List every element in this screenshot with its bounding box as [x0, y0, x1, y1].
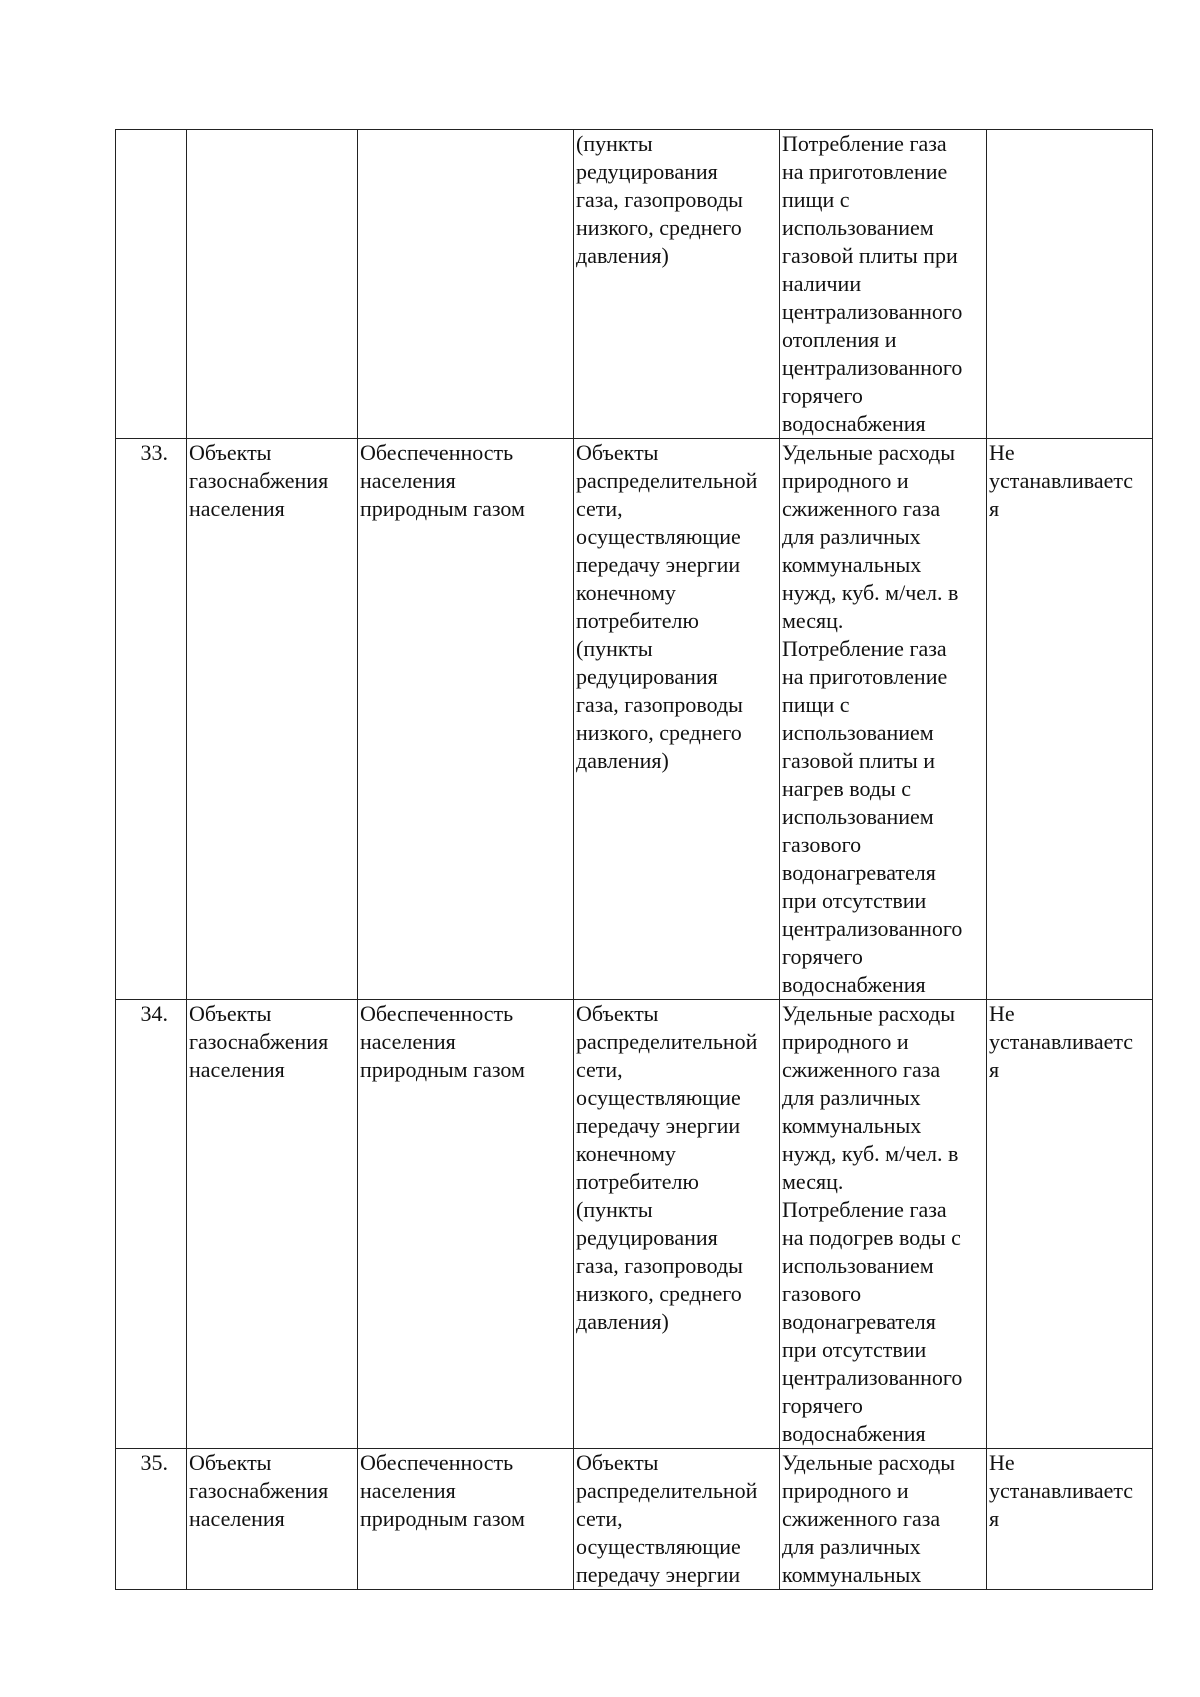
- norms-table: [115, 129, 1153, 1590]
- norms-cell: Удельные расходы природного и сжиженного газа для различных коммунальных нужд, куб. м/чел. в месяц. Потребление газа на подогрев воды с использованием газового водонагревателя при отсутствии централизованного горячего водоснабжения: [780, 1000, 987, 1449]
- norms-cell: Удельные расходы природного и сжиженного газа для различных коммунальных: [780, 1449, 987, 1590]
- row-number: 34.: [116, 1000, 187, 1449]
- indicator-cell: Обеспеченность населения природным газом: [358, 439, 574, 1000]
- status-cell: Не устанавливаетс я: [987, 1449, 1153, 1590]
- network-cell: Объекты распределительной сети, осуществляющие передачу энергии: [574, 1449, 780, 1590]
- status-cell: Не устанавливаетс я: [987, 439, 1153, 1000]
- row-number: [116, 130, 187, 439]
- network-cell: (пункты редуцирования газа, газопроводы низкого, среднего давления): [574, 130, 780, 439]
- status-cell: [987, 130, 1153, 439]
- status-cell: Не устанавливаетс я: [987, 1000, 1153, 1449]
- row-number: 35.: [116, 1449, 187, 1590]
- object-cell: Объекты газоснабжения населения: [187, 439, 358, 1000]
- table-row: [116, 130, 1153, 439]
- indicator-cell: Обеспеченность населения природным газом: [358, 1449, 574, 1590]
- indicator-cell: Обеспеченность населения природным газом: [358, 1000, 574, 1449]
- network-cell: Объекты распределительной сети, осуществляющие передачу энергии конечному потребителю (пункты редуцирования газа, газопроводы низкого, среднего давления): [574, 1000, 780, 1449]
- network-cell: Объекты распределительной сети, осуществляющие передачу энергии конечному потребителю (пункты редуцирования газа, газопроводы низкого, среднего давления): [574, 439, 780, 1000]
- row-number: 33.: [116, 439, 187, 1000]
- object-cell: [187, 130, 358, 439]
- indicator-cell: [358, 130, 574, 439]
- table-row: [116, 439, 1153, 1000]
- norms-cell: Удельные расходы природного и сжиженного газа для различных коммунальных нужд, куб. м/чел. в месяц. Потребление газа на приготовление пищи с использованием газовой плиты и нагрев воды с использованием газового водонагревателя при отсутствии централизованного горячего водоснабжения: [780, 439, 987, 1000]
- norms-cell: Потребление газа на приготовление пищи с использованием газовой плиты при наличии централизованного отопления и централизованного горячего водоснабжения: [780, 130, 987, 439]
- object-cell: Объекты газоснабжения населения: [187, 1449, 358, 1590]
- object-cell: Объекты газоснабжения населения: [187, 1000, 358, 1449]
- table-row: [116, 1449, 1153, 1590]
- table-row: [116, 1000, 1153, 1449]
